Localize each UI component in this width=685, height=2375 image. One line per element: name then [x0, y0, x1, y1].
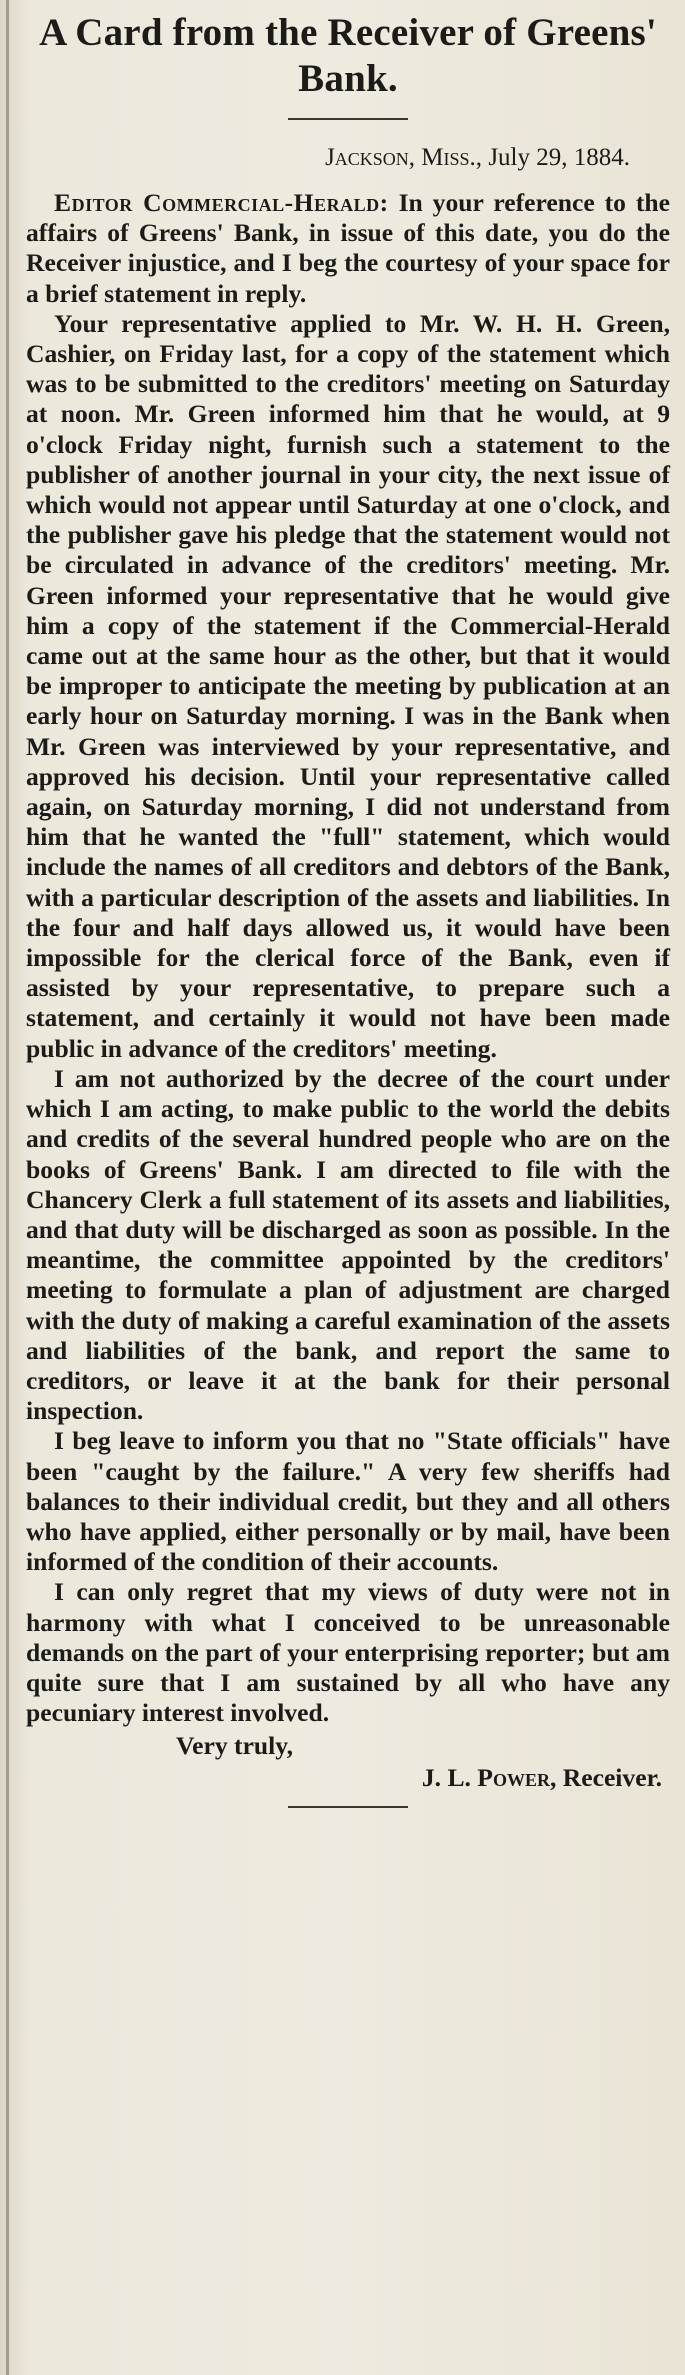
paragraph-5: I can only regret that my views of duty were not in harmony with what I conceived to be unreasonable demands on the part of your enterprising reporter; but am quite sure that I am sustained by all who have any pecuniary interest involved.: [26, 1577, 670, 1728]
column-rule: [6, 0, 9, 2375]
paragraph-2: Your representative applied to Mr. W. H. H. Green, Cashier, on Friday last, for a copy of the statement which was to be submitted to the creditors' meeting on Saturday at noon. Mr. Green informed him that he would, at 9 o'clock Friday night, furnish such a statement to the publisher of another journal in your city, the next issue of which would not appear until Saturday at one o'clock, and the publisher gave his pledge that the statement would not be circulated in advance of the creditors' meeting. Mr. Green informed your representative that he would give him a copy of the statement if the Commercial-Herald came out at the same hour as the other, but that it would be improper to anticipate the meeting by publication at an early hour on Saturday morning. I was in the Bank when Mr. Green was interviewed by your representative, and approved his decision. Until your representative called again, on Saturday morning, I did not understand from him that he wanted the "full" statement, which would include the names of all creditors and debtors of the Bank, with a particular description of the assets and liabilities. In the four and half days allowed us, it would have been impossible for the clerical force of the Bank, even if assisted by your representative, to prepare such a statement, and certainly it would not have been made public in advance of the creditors' meeting.: [26, 308, 670, 1063]
paragraph-1: [26, 188, 670, 309]
closing: Very truly,: [176, 1731, 294, 1761]
headline-divider: [288, 118, 408, 120]
signature-title: Receiver.: [562, 1763, 662, 1793]
signature-name: J. L. Power,: [421, 1763, 557, 1793]
paragraph-4: I beg leave to inform you that no "State officials" have been "caught by the failure." A very few sheriffs had balances to their individual credit, but they and all others who have applied, either personally or by mail, have been informed of the condition of their accounts.: [26, 1426, 670, 1577]
paragraph-3: I am not authorized by the decree of the court under which I am acting, to make public to the world the debits and credits of the several hundred people who are on the books of Greens' Bank. I am directed to file with the Chancery Clerk a full statement of its assets and liabilities, and that duty will be discharged as soon as possible. In the meantime, the committee appointed by the creditors' meeting to formulate a plan of adjustment are charged with the duty of making a careful examination of the assets and liabilities of the bank, and report the same to creditors, or leave it at the bank for their personal inspection.: [26, 1063, 670, 1426]
paragraph-1-text: In your reference to the affairs of Greens' Bank, in issue of this date, you do the Receiver injustice, and I beg the courtesy of your space for a brief statement in reply.: [26, 188, 670, 308]
article-column: [16, 0, 676, 1808]
dateline-date: July 29, 1884.: [488, 144, 630, 171]
dateline-place: Jackson, Miss.,: [325, 144, 483, 171]
salutation: Editor Commercial-Herald:: [54, 188, 389, 217]
dateline: [26, 142, 630, 174]
signature: [26, 1762, 662, 1794]
headline: A Card from the Receiver of Greens' Bank.: [39, 11, 657, 100]
footer-divider: [288, 1806, 408, 1808]
